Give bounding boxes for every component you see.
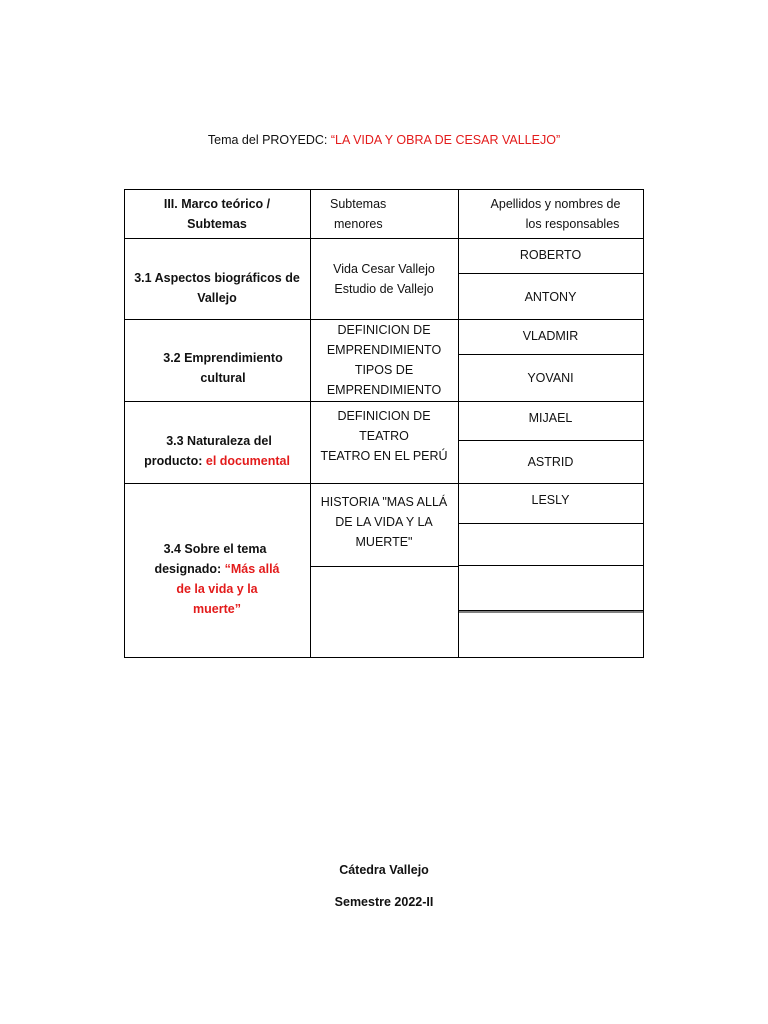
responsable-cell xyxy=(458,524,643,565)
subtopic-text: HISTORIA "MAS ALLÁ xyxy=(320,495,448,509)
header-text: menores xyxy=(334,217,383,231)
section-text: Vallejo xyxy=(197,291,237,305)
subtopic-3-2 xyxy=(310,320,458,401)
section-3-1 xyxy=(124,239,310,319)
responsable-name: MIJAEL xyxy=(528,411,573,425)
responsable-cell xyxy=(458,274,643,319)
section-text: cultural xyxy=(200,370,246,385)
header-marco-teorico xyxy=(124,190,310,238)
subtopic-3-3 xyxy=(310,402,458,483)
section-text: 3.4 Sobre el tema xyxy=(163,541,267,556)
section-highlight: el documental xyxy=(205,453,290,468)
header-text: Subtemas xyxy=(187,217,247,231)
responsable-name: YOVANI xyxy=(527,371,574,385)
responsable-cell xyxy=(458,484,643,523)
section-text: 3.1 Aspectos biográficos de xyxy=(134,271,300,285)
responsable-cell xyxy=(458,566,643,610)
subtopic-text: MUERTE" xyxy=(355,535,413,549)
header-text: III. Marco teórico / xyxy=(163,197,271,211)
subtopic-text: EMPRENDIMIENTO xyxy=(326,383,442,397)
section-text xyxy=(154,559,279,579)
section-3-4 xyxy=(124,484,310,657)
subtopic-text: TIPOS DE xyxy=(354,363,414,377)
title-prefix: Tema del PROYEDC: xyxy=(207,133,331,147)
section-text: 3.3 Naturaleza del xyxy=(166,433,272,448)
subtopic-text: TEATRO EN EL PERÚ xyxy=(320,448,448,463)
subtopic-text: Vida Cesar Vallejo xyxy=(333,262,435,276)
header-text: Subtemas xyxy=(330,197,387,211)
section-highlight: muerte” xyxy=(193,601,241,616)
subtopic-text: DEFINICION DE TEATRO xyxy=(337,408,431,443)
responsable-cell xyxy=(458,402,643,440)
header-text: Apellidos y nombres de xyxy=(490,197,621,211)
title-project-name: “LA VIDA Y OBRA DE CESAR VALLEJO” xyxy=(330,133,561,147)
section-text: designado: xyxy=(154,561,225,576)
responsable-name: VLADMIR xyxy=(522,329,579,343)
header-responsables xyxy=(458,190,643,238)
section-3-3 xyxy=(124,402,310,483)
subtopic-text: DEFINICION DE xyxy=(337,323,431,337)
responsable-name: ASTRID xyxy=(527,455,574,469)
subtopic-text: EMPRENDIMIENTO xyxy=(326,343,442,357)
subtopic-3-4 xyxy=(310,484,458,566)
footer-semestre: Semestre 2022-II xyxy=(334,895,434,909)
responsable-cell xyxy=(458,239,643,273)
section-text: producto: xyxy=(144,453,206,468)
subtopic-3-1 xyxy=(310,239,458,319)
header-text: los responsables xyxy=(525,217,620,231)
section-text: 3.2 Emprendimiento xyxy=(163,350,283,365)
responsable-cell xyxy=(458,441,643,483)
header-subtemas-menores xyxy=(310,190,458,238)
footer-catedra: Cátedra Vallejo xyxy=(339,863,429,877)
section-3-2 xyxy=(124,320,310,401)
section-text xyxy=(144,451,290,471)
responsable-name: ROBERTO xyxy=(519,248,582,262)
section-highlight: de la vida y la xyxy=(176,581,258,596)
subtopic-text: DE LA VIDA Y LA xyxy=(335,515,433,529)
responsable-name: LESLY xyxy=(531,493,570,507)
responsable-cell xyxy=(458,612,643,657)
section-highlight: “Más allá xyxy=(224,561,280,576)
responsable-cell xyxy=(458,355,643,401)
responsable-cell xyxy=(458,320,643,354)
responsable-name: ANTONY xyxy=(524,289,577,304)
subtopic-text: Estudio de Vallejo xyxy=(334,282,434,296)
